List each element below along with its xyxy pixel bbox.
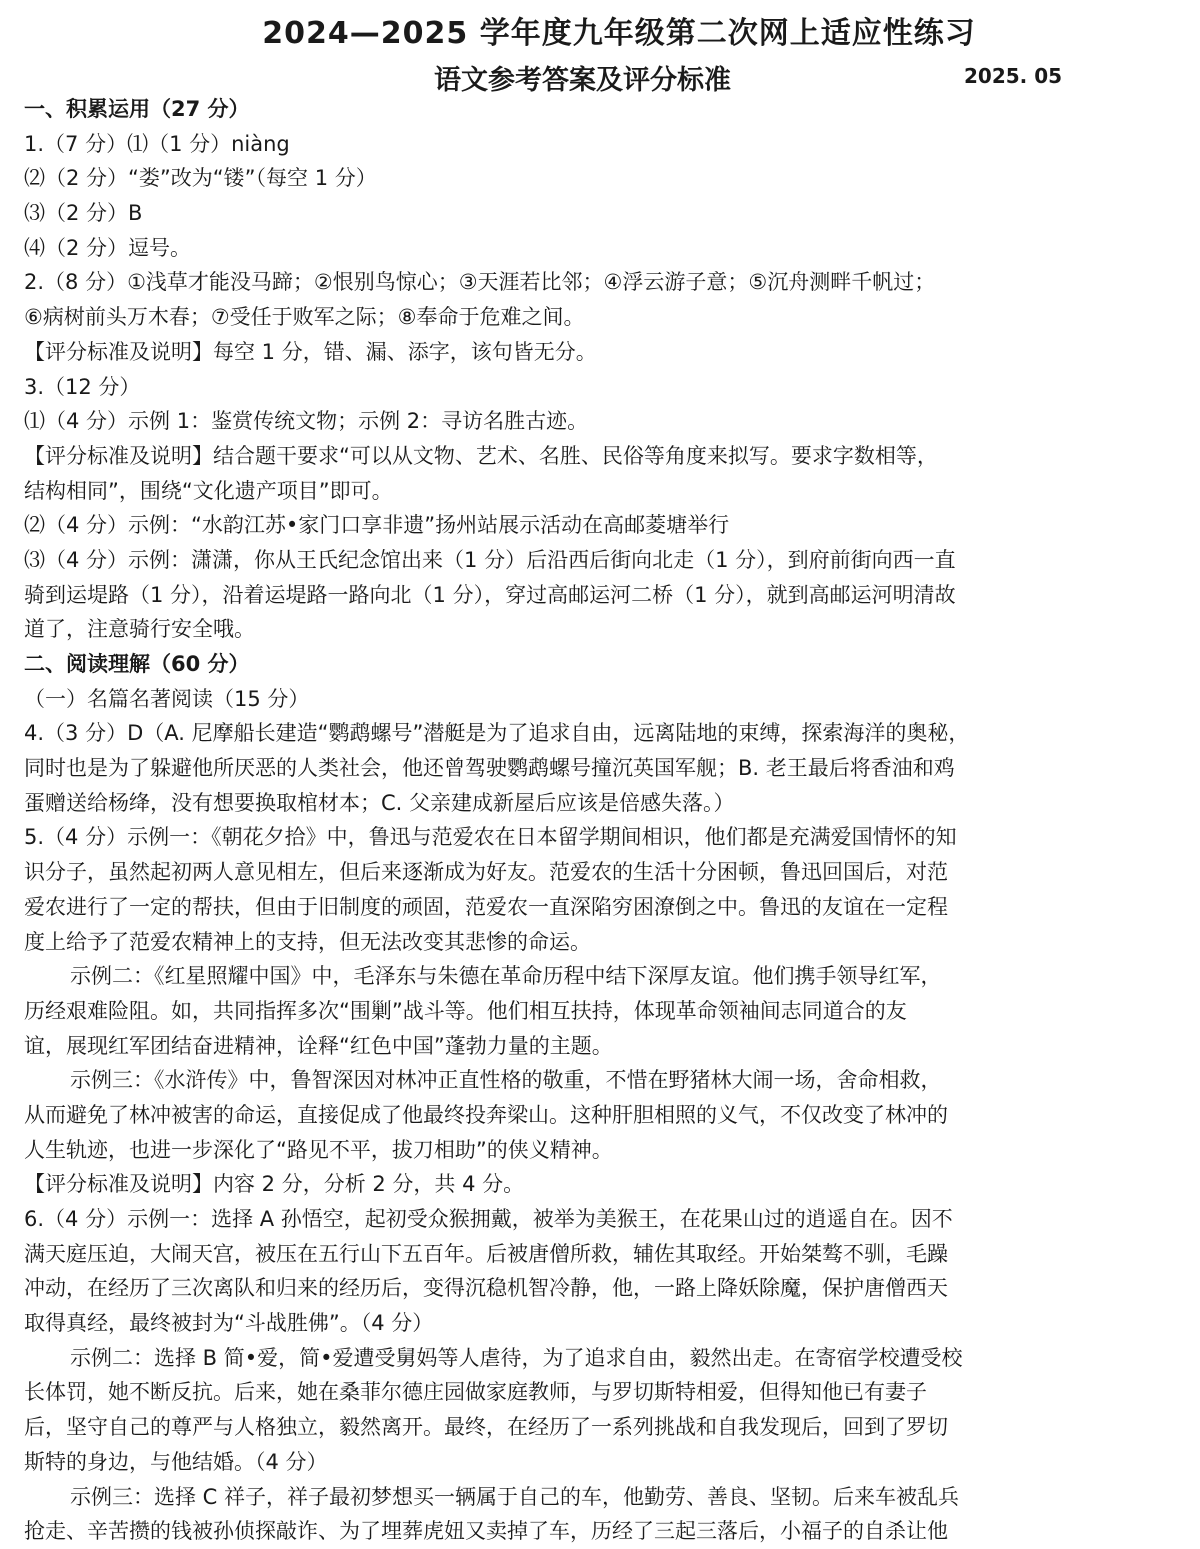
section-heading-1: 一、积累运用（27 分） (24, 97, 250, 121)
text-line: 示例三：《水浒传》中，鲁智深因对林冲正直性格的敬重，不惜在野猪林大闹一场，舍命相救， (70, 1068, 942, 1093)
text-line: ⑵（2 分）“娄”改为“镂”（每空 1 分） (24, 166, 377, 191)
section-heading-2: 二、阅读理解（60 分） (24, 652, 250, 676)
answer-content (24, 92, 1174, 1549)
text-line: ⑥病树前头万木春；⑦受任于败军之际；⑧奉命于危难之间。 (24, 305, 585, 330)
text-line: 取得真经，最终被封为“斗战胜佛”。（4 分） (24, 1311, 434, 1336)
subsection-heading: （一）名篇名著阅读（15 分） (24, 686, 310, 711)
text-line: 识分子，虽然起初两人意见相左，但后来逐渐成为好友。范爱农的生活十分困顿，鲁迅回国后，对范 (24, 860, 948, 885)
document-date: 2025. 05 (964, 64, 1063, 88)
scoring-note: 【评分标准及说明】每空 1 分，错、漏、添字，该句皆无分。 (24, 339, 597, 364)
text-line: 斯特的身边，与他结婚。（4 分） (24, 1449, 328, 1474)
text-line: 3.（12 分） (24, 374, 141, 399)
text-line: 5.（4 分）示例一：《朝花夕拾》中，鲁迅与范爱农在日本留学期间相识，他们都是充满爱国情怀的知 (24, 825, 957, 850)
text-line: ⑷（2 分）逗号。 (24, 235, 192, 260)
text-line: 6.（4 分）示例一：选择 A 孙悟空，起初受众猴拥戴，被举为美猴王，在花果山过的逍遥自在。因不 (24, 1207, 953, 1231)
text-line: 道了，注意骑行安全哦。 (24, 617, 255, 642)
page-title: 2024—2025 学年度九年级第二次网上适应性练习 (262, 16, 976, 51)
text-line: 爱农进行了一定的帮扶，但由于旧制度的顽固，范爱农一直深陷穷困潦倒之中。鲁迅的友谊在一定程 (24, 894, 948, 919)
text-line: ⑶（4 分）示例：潇潇，你从王氏纪念馆出来（1 分）后沿西后街向北走（1 分），到府前街向西一直 (24, 547, 956, 572)
text-line: 示例二：《红星照耀中国》中，毛泽东与朱德在革命历程中结下深厚友谊。他们携手领导红军， (70, 964, 942, 989)
text-line: 示例三：选择 C 祥子，祥子最初梦想买一辆属于自己的车，他勤劳、善良、坚韧。后来车被乱兵 (70, 1484, 960, 1509)
text-line: 同时也是为了躲避他所厌恶的人类社会，他还曾驾驶鹦鹉螺号撞沉英国军舰；B. 老王最后将香油和鸡 (24, 756, 955, 781)
text-line: 1.（7 分）⑴（1 分）niàng (24, 131, 290, 156)
text-line: 蛋赠送给杨绛，没有想要换取棺材本；C. 父亲建成新屋后应该是倍感失落。） (24, 790, 735, 815)
text-line: 示例二：选择 B 简•爱，简•爱遭受舅妈等人虐待，为了追求自由，毅然出走。在寄宿学校遭受校 (70, 1345, 963, 1370)
text-line: ⑵（4 分）示例：“水韵江苏•家门口享非遗”扬州站展示活动在高邮菱塘举行 (24, 513, 730, 538)
scoring-note: 【评分标准及说明】结合题干要求“可以从文物、艺术、名胜、民俗等角度来拟写。要求字数相等， (24, 443, 938, 468)
text-line: 从而避免了林冲被害的命运，直接促成了他最终投奔梁山。这种肝胆相照的义气，不仅改变了林冲的 (24, 1102, 948, 1127)
text-line: 谊，展现红军团结奋进精神，诠释“红色中国”蓬勃力量的主题。 (24, 1033, 613, 1058)
text-line: 后，坚守自己的尊严与人格独立，毅然离开。最终，在经历了一系列挑战和自我发现后，回到了罗切 (24, 1415, 948, 1440)
text-line: 人生轨迹，也进一步深化了“路见不平，拔刀相助”的侠义精神。 (24, 1137, 613, 1162)
text-line: 冲动，在经历了三次离队和归来的经历后，变得沉稳机智冷静，他，一路上降妖除魔，保护唐僧西天 (24, 1276, 948, 1301)
text-line: 4.（3 分）D（A. 尼摩船长建造“鹦鹉螺号”潜艇是为了追求自由，远离陆地的束缚，探索海洋的奥秘， (24, 721, 970, 746)
text-line: 度上给予了范爱农精神上的支持，但无法改变其悲惨的命运。 (24, 929, 591, 954)
scoring-note: 【评分标准及说明】内容 2 分，分析 2 分，共 4 分。 (24, 1172, 525, 1197)
text-line: 满天庭压迫，大闹天宫，被压在五行山下五百年。后被唐僧所救，辅佐其取经。开始桀骜不驯，毛躁 (24, 1241, 948, 1266)
text-line: 历经艰难险阻。如，共同指挥多次“围剿”战斗等。他们相互扶持，体现革命领袖间志同道合的友 (24, 998, 907, 1023)
subtitle-row (24, 54, 1174, 98)
text-line: ⑶（2 分）B (24, 201, 143, 226)
text-line: ⑴（4 分）示例 1：鉴赏传统文物；示例 2：寻访名胜古迹。 (24, 409, 589, 434)
text-line: 长体罚，她不断反抗。后来，她在桑菲尔德庄园做家庭教师，与罗切斯特相爱，但得知他已有妻子 (24, 1380, 927, 1405)
text-line: 抢走、辛苦攒的钱被孙侦探敲诈、为了埋葬虎妞又卖掉了车，历经了三起三落后，小福子的自杀让他 (24, 1519, 948, 1544)
text-line: 2.（8 分）①浅草才能没马蹄；②恨别鸟惊心；③天涯若比邻；④浮云游子意；⑤沉舟测畔千帆过； (24, 270, 936, 295)
text-line: 结构相同”，围绕“文化遗产项目”即可。 (24, 478, 393, 503)
text-line: 骑到运堤路（1 分），沿着运堤路一路向北（1 分），穿过高邮运河二桥（1 分），就到高邮运河明清故 (24, 582, 956, 607)
page-subtitle: 语文参考答案及评分标准 (434, 65, 731, 96)
